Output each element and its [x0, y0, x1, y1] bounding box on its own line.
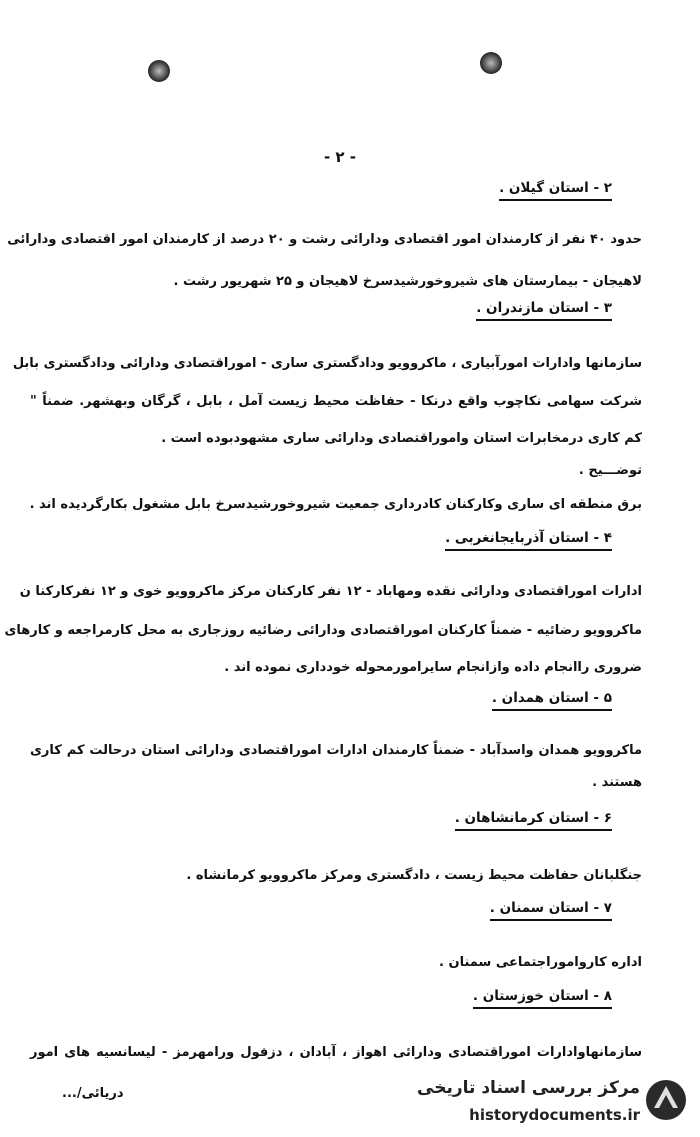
section-heading-west-azerbaijan: ۴ - استان آذربایجانغربی . [445, 530, 612, 551]
body-line: اداره کارواموراجتماعی سمنان . [439, 955, 642, 970]
section-heading-gilan: ۲ - استان گیلان . [499, 180, 612, 201]
body-line: ماکروویو همدان واسدآباد - ضمناً کارمندان ادارات اموراقتصادی ودارائی استان درحالت کم کاری [30, 743, 642, 758]
section-heading-khuzestan: ۸ - استان خوزستان . [473, 988, 612, 1009]
punch-hole-right [480, 52, 502, 74]
section-heading-kermanshahan: ۶ - استان کرمانشاهان . [455, 810, 612, 831]
punch-hole-left [148, 60, 170, 82]
archive-watermark [408, 1072, 690, 1134]
section-heading-hamadan: ۵ - استان همدان . [492, 690, 612, 711]
section-heading-mazandaran: ۳ - استان مازندران . [476, 300, 612, 321]
body-line: لاهیجان - بیمارستان های شیروخورشیدسرخ لاهیجان و ۲۵ شهریور رشت . [173, 274, 642, 289]
body-line: توضـــیح . [578, 463, 642, 478]
body-line: حدود ۴۰ نفر از کارمندان امور اقتصادی ودارائی رشت و ۲۰ درصد از کارمندان امور اقتصادی ودارائی [7, 232, 642, 247]
body-line: شرکت سهامی نکاچوب واقع درنکا - حفاظت محیط زیست آمل ، بابل ، گرگان وبهشهر. ضمناً " [30, 394, 642, 409]
body-line: هستند . [592, 775, 642, 790]
body-line: ضروری راانجام داده وازانجام سایرامورمحوله خودداری نموده اند . [224, 660, 642, 675]
watermark-title: مرکز بررسی اسناد تاریخی [417, 1078, 640, 1098]
body-line: جنگلبانان حفاظت محیط زیست ، دادگستری ومرکز ماکروویو کرمانشاه . [186, 868, 642, 883]
body-line: ماکروویو رضائیه - ضمناً کارکنان اموراقتصادی ودارائی رضائیه روزجاری به محل کارمراجعه و کارهای [4, 623, 642, 638]
body-line: سازمانها وادارات امورآبیاری ، ماکروویو ودادگستری ساری - اموراقتصادی ودارائی ودادگستری بابل [12, 356, 642, 371]
body-line: سازمانهاوادارات اموراقتصادی ودارائی اهواز ، آبادان ، دزفول ورامهرمز - لیسانسیه های امور [30, 1045, 642, 1060]
continuation-marker: دریائی/... [62, 1086, 124, 1101]
body-line: کم کاری درمخابرات استان واموراقتصادی ودارائی ساری مشهودبوده است . [161, 431, 642, 446]
page-number: - ۲ - [323, 148, 357, 166]
section-heading-semnan: ۷ - استان سمنان . [490, 900, 612, 921]
body-line: ادارات اموراقتصادی ودارائی نقده ومهاباد - ۱۲ نفر کارکنان مرکز ماکروویو خوی و ۱۲ نفرکارکنا ن [19, 584, 642, 599]
archive-logo-icon [644, 1078, 688, 1122]
body-line: برق منطقه ای ساری وکارکنان کادرداری جمعیت شیروخورشیدسرخ بابل مشغول بکارگردیده اند . [29, 497, 642, 512]
watermark-url: historydocuments.ir [469, 1106, 640, 1124]
